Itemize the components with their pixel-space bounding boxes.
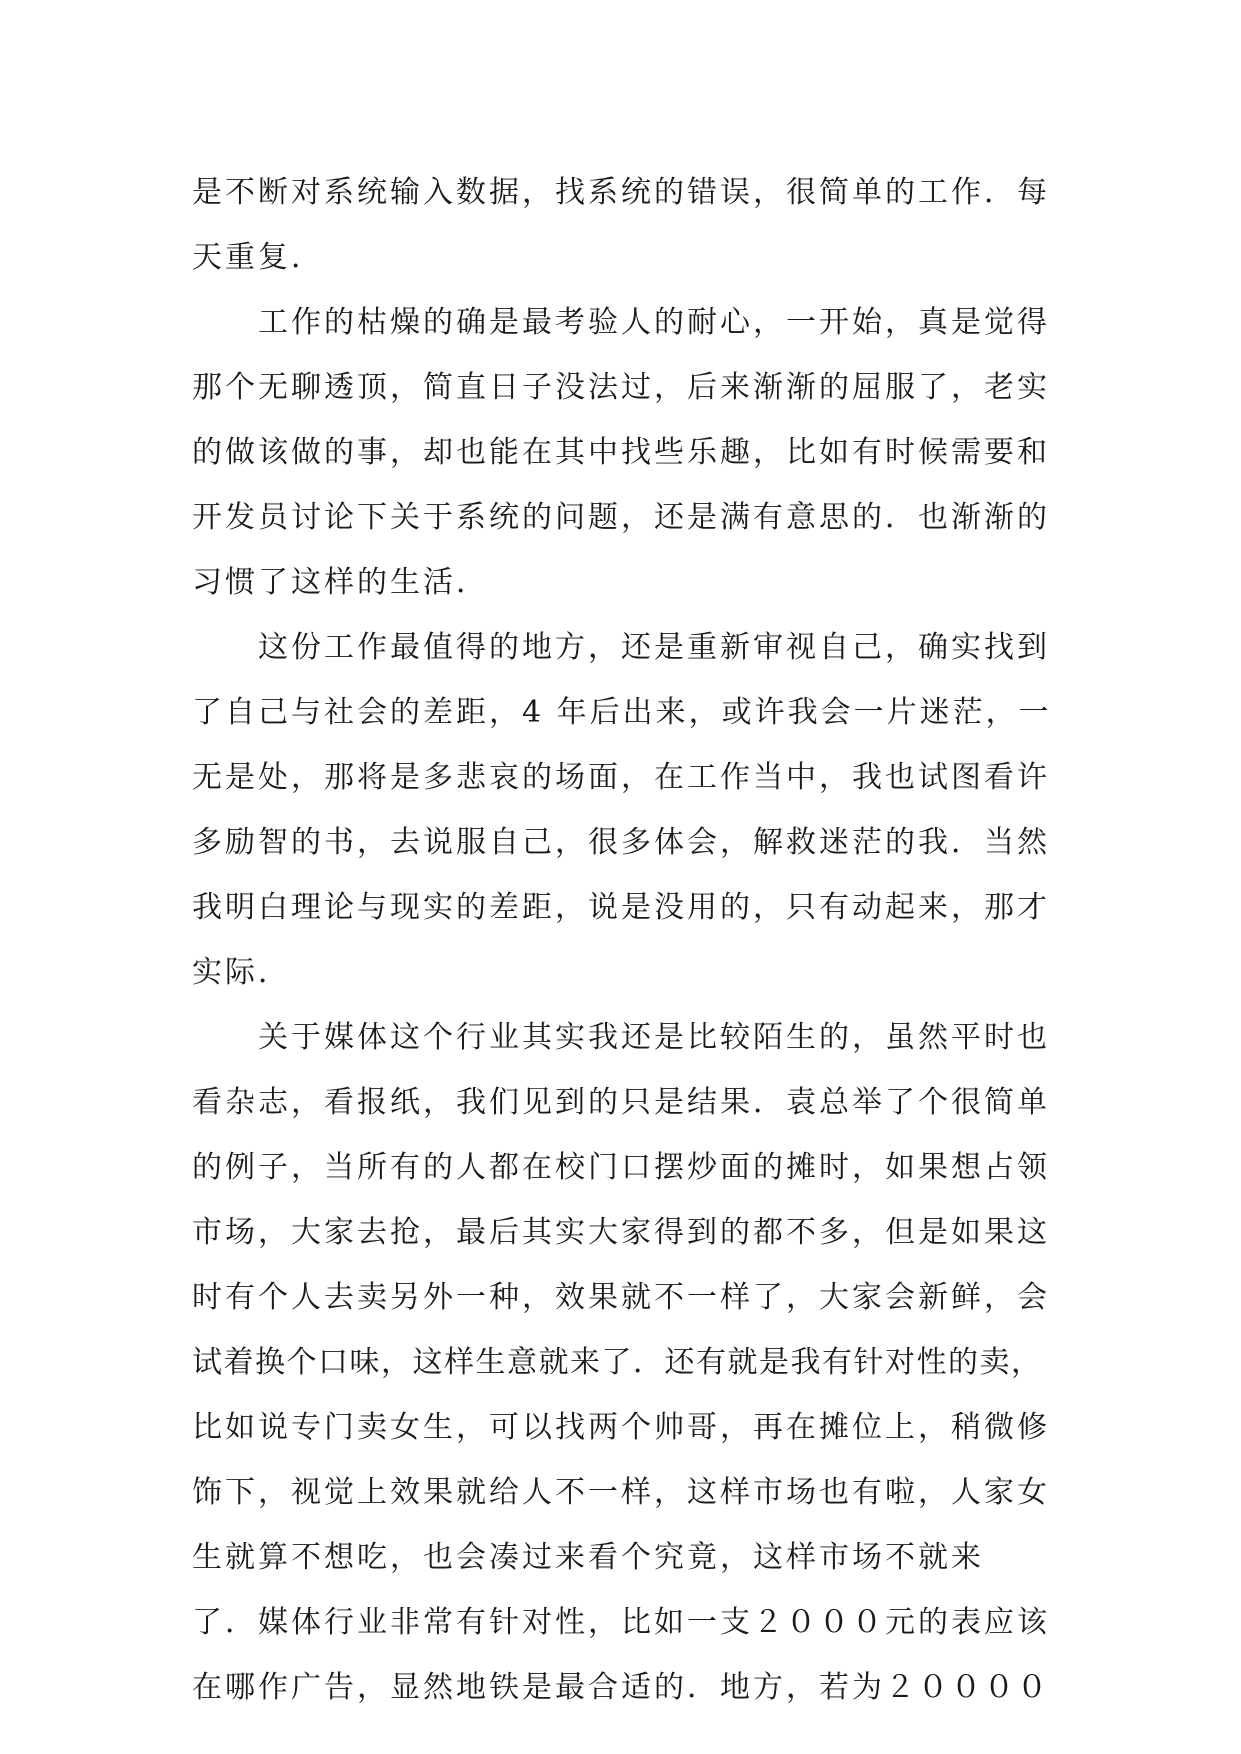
text-line: 开发员讨论下关于系统的问题，还是满有意思的．也渐渐的 xyxy=(192,500,1050,535)
text-line: 比如说专门卖女生，可以找两个帅哥，再在摊位上，稍微修 xyxy=(192,1410,1050,1445)
text-line: 实际． xyxy=(192,955,291,990)
text-line: 多励智的书，去说服自己，很多体会，解救迷茫的我．当然 xyxy=(192,825,1050,860)
text-line: 天重复． xyxy=(192,240,324,275)
text-line: 饰下，视觉上效果就给人不一样，这样市场也有啦，人家女 xyxy=(192,1475,1050,1510)
text-line: 看杂志，看报纸，我们见到的只是结果．袁总举了个很简单 xyxy=(192,1085,1050,1120)
text-line: 在哪作广告，显然地铁是最合适的．地方，若为２００００ xyxy=(192,1670,1050,1705)
text-line: 了．媒体行业非常有针对性，比如一支２０００元的表应该 xyxy=(192,1605,1050,1640)
text-line: 生就算不想吃，也会凑过来看个究竟，这样市场不就来 xyxy=(192,1540,984,1575)
text-line: 无是处，那将是多悲哀的场面，在工作当中，我也试图看许 xyxy=(192,760,1050,795)
text-line: 是不断对系统输入数据，找系统的错误，很简单的工作．每 xyxy=(192,175,1050,210)
text-line: 的例子，当所有的人都在校门口摆炒面的摊时，如果想占领 xyxy=(192,1150,1050,1185)
text-line: 试着换个口味，这样生意就来了．还有就是我有针对性的卖， xyxy=(192,1345,1043,1380)
text-line: 那个无聊透顶，简直日子没法过，后来渐渐的屈服了，老实 xyxy=(192,370,1050,405)
text-line: 时有个人去卖另外一种，效果就不一样了，大家会新鲜，会 xyxy=(192,1280,1050,1315)
paragraph-first-line: 关于媒体这个行业其实我还是比较陌生的，虽然平时也 xyxy=(258,1020,1050,1055)
text-line: 习惯了这样的生活． xyxy=(192,565,489,600)
text-line: 市场，大家去抢，最后其实大家得到的都不多，但是如果这 xyxy=(192,1215,1050,1250)
paragraph-first-line: 工作的枯燥的确是最考验人的耐心，一开始，真是觉得 xyxy=(258,305,1050,340)
text-line: 了自己与社会的差距，4 年后出来，或许我会一片迷茫，一 xyxy=(192,695,1052,730)
text-line: 我明白理论与现实的差距，说是没用的，只有动起来，那才 xyxy=(192,890,1050,925)
body-text xyxy=(192,160,1052,1720)
paragraph-first-line: 这份工作最值得的地方，还是重新审视自己，确实找到 xyxy=(258,630,1050,665)
text-line: 的做该做的事，却也能在其中找些乐趣，比如有时候需要和 xyxy=(192,435,1050,470)
